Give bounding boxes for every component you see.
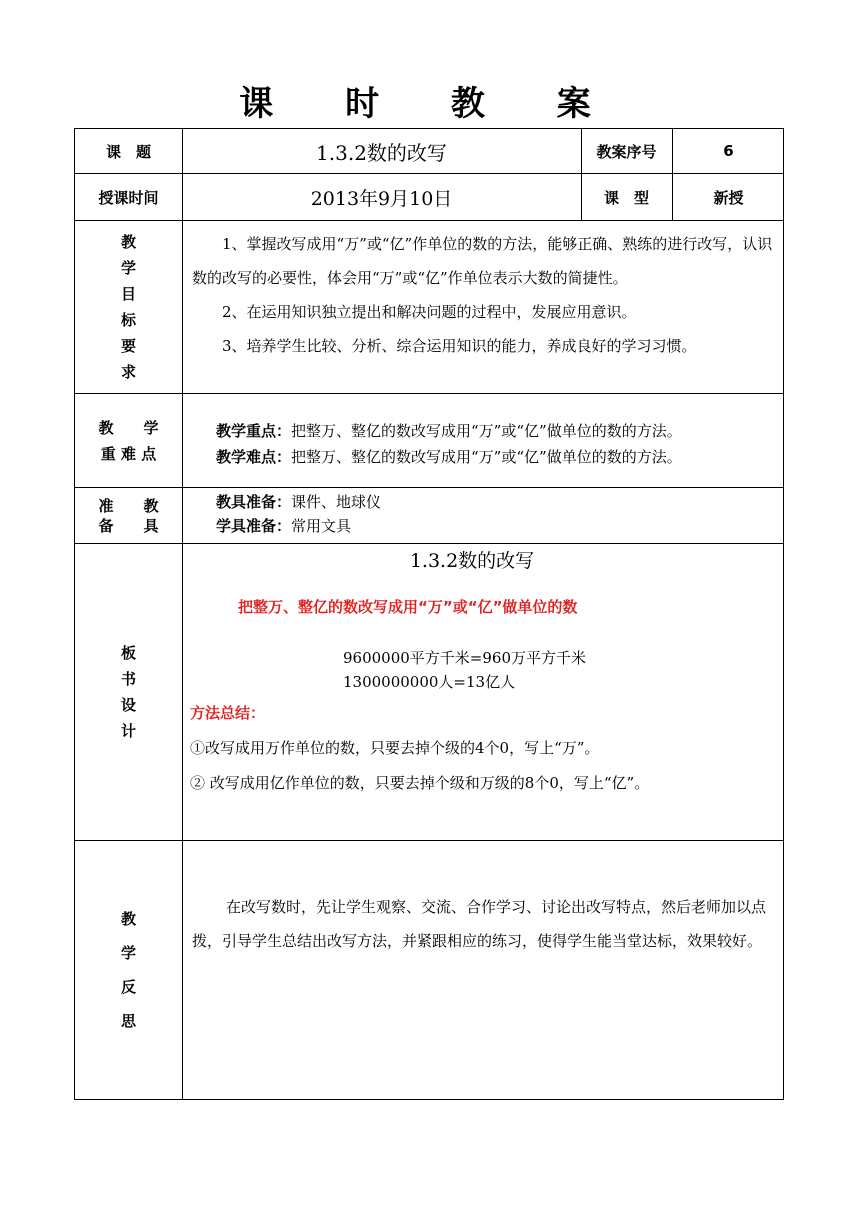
time-row [74,174,784,221]
time-value: 2013年9月10日 [310,187,453,210]
reflection-label-char: 反 [120,978,136,996]
reflection-label [75,841,182,1099]
reflection-text: 在改写数时，先让学生观察、交流、合作学习、讨论出改写特点，然后老师加以点拨，引导学生总结出改写方法，并紧跟相应的练习，使得学生能当堂达标，效果较好。 [192,898,767,950]
objectives-label-char: 要 [120,337,136,355]
board-rule-2: ② 改写成用亿作单位的数，只要去掉个级和万级的8个0，写上“亿”。 [190,774,650,792]
hard-point-label: 教学难点： [216,448,292,466]
objectives-row [74,221,784,394]
topic-label: 课 题 [105,142,151,161]
key-point-label: 教学重点： [216,422,292,440]
prep-label-line: 准 教 [98,496,159,515]
board-summary-label: 方法总结： [190,704,266,722]
board-example-2: 1300000000人=13亿人 [343,673,516,691]
prep-label [75,488,182,543]
teacher-tools-label: 教具准备： [216,493,292,511]
objectives-content [182,221,785,393]
topic-row [74,128,784,174]
difficulty-label-line: 教 学 [98,418,159,437]
objectives-label-char: 学 [120,259,136,277]
type-value: 新授 [713,188,744,207]
reflection-row [74,841,784,1100]
objectives-label-char: 教 [120,233,136,251]
reflection-label-char: 思 [120,1012,136,1030]
page-title: 课 时 教 案 [239,84,621,124]
hard-point [216,444,785,470]
board-label-char: 设 [120,696,136,714]
student-tools-text: 常用文具 [291,517,352,535]
key-point-text: 把整万、整亿的数改写成用“万”或“亿”做单位的数的方法。 [291,422,682,440]
board-row [74,544,784,841]
board-label-char: 计 [120,722,136,740]
difficulty-label-line: 重 难 点 [100,444,157,463]
objective-item-2: 2、在运用知识独立提出和解决问题的过程中，发展应用意识。 [222,303,637,321]
objective-item-1: 1、掌握改写成用“万”或“亿”作单位的数的方法，能够正确、熟练的进行改写，认识数的改写的必要性，体会用“万”或“亿”作单位表示大数的简捷性。 [192,235,773,287]
difficulty-label [75,394,182,487]
hard-point-text: 把整万、整亿的数改写成用“万”或“亿”做单位的数的方法。 [291,448,682,466]
objectives-label [75,221,182,393]
board-rule-1: ①改写成用万作单位的数，只要去掉个级的4个0，写上“万”。 [190,739,600,757]
board-heading: 1.3.2数的改写 [409,550,535,572]
board-label-char: 书 [120,670,136,688]
type-label: 课 型 [603,188,649,207]
board-label [75,544,182,840]
reflection-label-char: 学 [120,944,136,962]
reflection-label-char: 教 [120,910,136,928]
reflection-content [182,841,785,1099]
prep-row [74,488,784,544]
difficulty-content [182,394,785,487]
teacher-tools-text: 课件、地球仪 [291,493,382,511]
objectives-label-char: 求 [120,363,136,381]
board-subtitle: 把整万、整亿的数改写成用“万”或“亿”做单位的数 [238,598,578,616]
student-tools-label: 学具准备： [216,517,292,535]
objectives-label-char: 目 [120,285,136,303]
time-label: 授课时间 [98,188,159,207]
prep-content [182,488,785,543]
difficulty-row [74,394,784,488]
objective-item-3: 3、培养学生比较、分析、综合运用知识的能力，养成良好的学习习惯。 [222,337,697,355]
objectives-label-char: 标 [120,311,136,329]
topic-value: 1.3.2数的改写 [316,140,447,165]
board-label-char: 板 [120,644,136,662]
serial-label: 教案序号 [596,142,657,161]
key-point [216,418,785,444]
board-example-1: 9600000平方千米=960万平方千米 [343,649,587,667]
serial-value: 6 [723,142,734,160]
board-content [182,544,785,840]
student-tools [216,514,785,538]
prep-label-line: 备 具 [98,516,159,535]
teacher-tools [216,490,785,514]
